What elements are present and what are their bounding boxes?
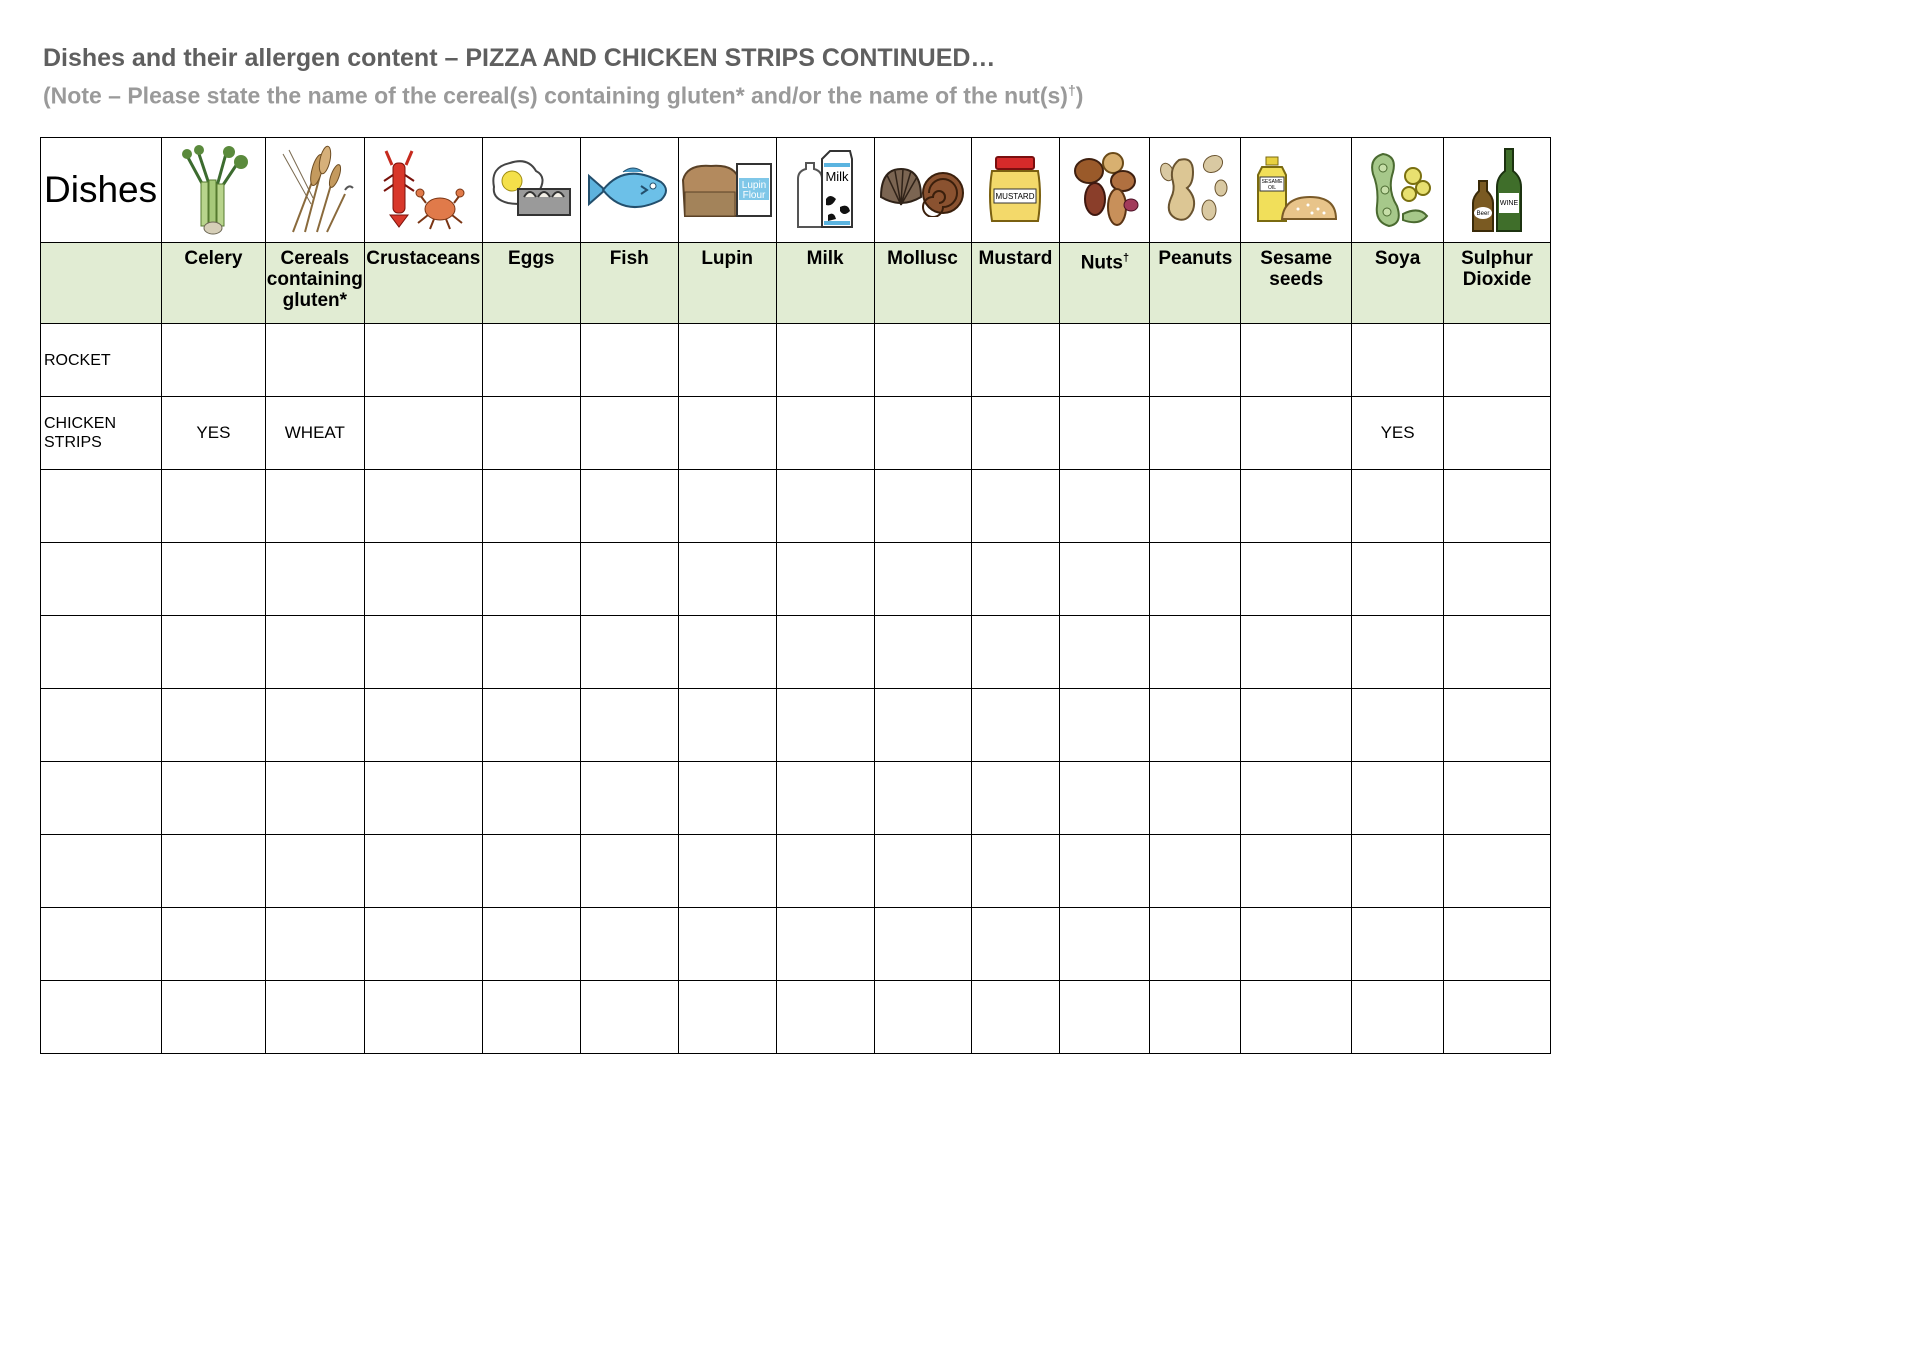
table-row (41, 470, 1551, 543)
note-dagger: † (1067, 82, 1076, 98)
icon-row (41, 138, 1551, 243)
allergen-cell[interactable] (1150, 324, 1241, 397)
milk-icon-cell (776, 138, 874, 243)
dish-name-cell[interactable]: CHICKEN STRIPS (41, 397, 162, 470)
soya-icon-cell (1352, 138, 1444, 243)
sesame-icon-cell (1241, 138, 1352, 243)
allergen-label-text: Soya (1374, 248, 1421, 269)
allergen-cell[interactable] (1060, 616, 1150, 689)
allergen-cell[interactable] (161, 543, 265, 616)
table-row (41, 616, 1551, 689)
allergen-cell[interactable] (1060, 762, 1150, 835)
mustard-icon-cell (971, 138, 1060, 243)
allergen-cell[interactable] (1352, 616, 1444, 689)
allergen-cell[interactable] (1241, 835, 1352, 908)
allergen-label-peanuts (1150, 243, 1241, 324)
table-row (41, 835, 1551, 908)
allergen-cell[interactable] (971, 762, 1060, 835)
allergen-cell[interactable] (364, 543, 482, 616)
milk-icon (792, 149, 858, 231)
allergen-cell[interactable] (971, 324, 1060, 397)
eggs-icon-cell (482, 138, 580, 243)
allergen-cell[interactable] (971, 981, 1060, 1054)
wheat-icon (275, 144, 355, 236)
allergen-cell[interactable] (1060, 543, 1150, 616)
allergen-cell[interactable] (1444, 908, 1551, 981)
allergen-cell[interactable] (1352, 835, 1444, 908)
allergen-cell[interactable] (1352, 324, 1444, 397)
celery-icon-cell (161, 138, 265, 243)
allergen-cell[interactable] (161, 908, 265, 981)
allergen-cell[interactable] (874, 762, 971, 835)
allergen-cell[interactable] (1352, 908, 1444, 981)
allergen-cell[interactable] (580, 470, 678, 543)
table-row (41, 689, 1551, 762)
allergen-cell[interactable] (580, 543, 678, 616)
allergen-cell[interactable] (265, 908, 364, 981)
dish-name-cell[interactable] (41, 835, 162, 908)
svg-text:Milk: Milk (825, 169, 849, 184)
allergen-cell[interactable] (874, 397, 971, 470)
allergen-cell[interactable] (482, 689, 580, 762)
allergen-cell[interactable] (971, 835, 1060, 908)
sesame-icon (1254, 155, 1338, 225)
allergen-cell[interactable] (1444, 397, 1551, 470)
allergen-label-lupin (678, 243, 776, 324)
dishes-header: Dishes (41, 138, 162, 243)
allergen-cell[interactable] (874, 470, 971, 543)
allergen-cell[interactable] (1352, 543, 1444, 616)
allergen-cell[interactable] (776, 324, 874, 397)
allergen-cell[interactable] (1444, 616, 1551, 689)
allergen-cell[interactable] (776, 835, 874, 908)
allergen-cell[interactable] (1241, 543, 1352, 616)
allergen-cell[interactable] (776, 616, 874, 689)
svg-text:Lupin: Lupin (741, 180, 767, 191)
allergen-label-sesame-seeds (1241, 243, 1352, 324)
svg-text:SESAME: SESAME (1261, 179, 1283, 185)
allergen-cell[interactable] (1150, 616, 1241, 689)
allergen-cell[interactable] (1150, 762, 1241, 835)
allergen-cell[interactable] (1352, 762, 1444, 835)
allergen-cell[interactable] (580, 689, 678, 762)
allergen-cell[interactable] (678, 470, 776, 543)
dish-name-cell[interactable] (41, 616, 162, 689)
allergen-table (40, 137, 1551, 1054)
allergen-cell[interactable] (364, 762, 482, 835)
allergen-cell[interactable] (1060, 689, 1150, 762)
svg-text:WINE: WINE (1499, 200, 1519, 207)
allergen-cell[interactable] (1060, 981, 1150, 1054)
allergen-cell[interactable] (971, 689, 1060, 762)
shell-icon (877, 163, 969, 217)
note-text: (Note – Please state the name of the cereal(s) containing gluten* and/or the name of the nut(s) (43, 82, 1068, 109)
celery-icon (175, 144, 251, 236)
allergen-cell[interactable] (1444, 981, 1551, 1054)
dish-name-cell[interactable] (41, 470, 162, 543)
allergen-cell[interactable] (1150, 981, 1241, 1054)
allergen-cell[interactable] (265, 470, 364, 543)
allergen-cell[interactable] (971, 908, 1060, 981)
allergen-cell[interactable] (1444, 543, 1551, 616)
wheat-icon-cell (265, 138, 364, 243)
fish-icon-cell (580, 138, 678, 243)
allergen-cell[interactable] (1150, 689, 1241, 762)
allergen-cell[interactable] (678, 543, 776, 616)
eggs-icon (488, 157, 574, 223)
allergen-cell[interactable] (265, 981, 364, 1054)
allergen-label-text: Mustard (978, 248, 1053, 269)
soya-icon (1363, 150, 1433, 230)
allergen-label-text: Sulphur Dioxide (1461, 248, 1533, 290)
allergen-cell[interactable] (1241, 908, 1352, 981)
allergen-cell[interactable] (580, 397, 678, 470)
allergen-cell[interactable] (1241, 762, 1352, 835)
allergen-label-crustaceans (364, 243, 482, 324)
table-row (41, 397, 1551, 470)
allergen-cell[interactable] (364, 908, 482, 981)
allergen-cell[interactable] (265, 689, 364, 762)
allergen-cell[interactable] (971, 470, 1060, 543)
dish-name-cell[interactable] (41, 908, 162, 981)
allergen-label-text: Nuts (1080, 252, 1123, 274)
allergen-cell[interactable] (776, 762, 874, 835)
allergen-cell[interactable] (1060, 470, 1150, 543)
allergen-cell[interactable] (482, 981, 580, 1054)
allergen-cell[interactable] (265, 762, 364, 835)
allergen-cell[interactable] (161, 324, 265, 397)
crustaceans-icon-cell (364, 138, 482, 243)
allergen-cell[interactable] (482, 324, 580, 397)
allergen-label-text: Crustaceans (366, 248, 481, 269)
allergen-cell[interactable] (364, 616, 482, 689)
allergen-cell[interactable] (364, 981, 482, 1054)
allergen-cell[interactable] (580, 762, 678, 835)
allergen-cell[interactable] (678, 981, 776, 1054)
allergen-cell[interactable] (1444, 324, 1551, 397)
dish-name-cell[interactable] (41, 762, 162, 835)
allergen-cell[interactable] (678, 397, 776, 470)
svg-text:Flour: Flour (742, 190, 766, 201)
allergen-cell[interactable] (580, 324, 678, 397)
allergen-cell[interactable] (776, 543, 874, 616)
table-row (41, 324, 1551, 397)
allergen-label-text: Sesame seeds (1260, 248, 1333, 290)
nuts-icon (1069, 149, 1141, 231)
allergen-cell[interactable] (1352, 689, 1444, 762)
allergen-cell[interactable] (161, 616, 265, 689)
allergen-cell[interactable] (776, 981, 874, 1054)
allergen-cell[interactable] (678, 324, 776, 397)
allergen-cell[interactable] (874, 689, 971, 762)
allergen-cell[interactable] (971, 397, 1060, 470)
allergen-label-milk (776, 243, 874, 324)
mollusc-icon-cell (874, 138, 971, 243)
allergen-cell[interactable] (678, 689, 776, 762)
allergen-cell[interactable] (1241, 616, 1352, 689)
allergen-label-text: Milk (806, 248, 844, 269)
allergen-cell[interactable] (1352, 470, 1444, 543)
allergen-cell[interactable]: YES (1352, 397, 1444, 470)
allergen-cell[interactable] (482, 543, 580, 616)
allergen-cell[interactable] (482, 616, 580, 689)
table-row (41, 762, 1551, 835)
allergen-cell[interactable] (1352, 981, 1444, 1054)
allergen-label-text: Lupin (701, 248, 754, 269)
dish-name-cell[interactable] (41, 981, 162, 1054)
svg-text:Beer: Beer (1476, 211, 1490, 217)
allergen-cell[interactable] (1150, 908, 1241, 981)
allergen-cell[interactable] (874, 616, 971, 689)
allergen-cell[interactable] (364, 324, 482, 397)
table-row (41, 543, 1551, 616)
allergen-cell[interactable] (1444, 762, 1551, 835)
allergen-cell[interactable] (265, 324, 364, 397)
allergen-cell[interactable] (776, 470, 874, 543)
allergen-cell[interactable] (364, 470, 482, 543)
allergen-cell[interactable] (161, 762, 265, 835)
allergen-cell[interactable] (580, 981, 678, 1054)
allergen-cell[interactable] (678, 835, 776, 908)
allergen-label-celery (161, 243, 265, 324)
allergen-cell[interactable] (482, 908, 580, 981)
allergen-cell[interactable] (1150, 397, 1241, 470)
allergen-cell[interactable] (678, 762, 776, 835)
allergen-cell[interactable] (776, 397, 874, 470)
allergen-cell[interactable] (1444, 689, 1551, 762)
bottles-icon (1469, 147, 1525, 233)
allergen-cell[interactable] (1241, 324, 1352, 397)
lupin-icon-cell (678, 138, 776, 243)
allergen-cell[interactable] (1150, 543, 1241, 616)
allergen-cell[interactable] (1060, 397, 1150, 470)
lupin-flour-icon (681, 160, 773, 220)
allergen-label-mollusc (874, 243, 971, 324)
page-title: Dishes and their allergen content – PIZZA AND CHICKEN STRIPS CONTINUED… (43, 44, 996, 72)
allergen-cell[interactable] (265, 835, 364, 908)
allergen-cell[interactable] (971, 616, 1060, 689)
allergen-cell[interactable] (1060, 835, 1150, 908)
allergen-cell[interactable]: WHEAT (265, 397, 364, 470)
allergen-label-text: Cereals containing gluten* (266, 248, 363, 311)
allergen-cell[interactable] (1060, 908, 1150, 981)
allergen-cell[interactable] (1150, 835, 1241, 908)
allergen-label-fish (580, 243, 678, 324)
allergen-cell[interactable] (1241, 470, 1352, 543)
label-blank (41, 243, 162, 324)
allergen-label-cereals-containing-gluten (265, 243, 364, 324)
allergen-cell[interactable] (1241, 689, 1352, 762)
allergen-cell[interactable] (1241, 397, 1352, 470)
lobster-crab-icon (378, 145, 468, 235)
allergen-label-eggs (482, 243, 580, 324)
allergen-cell[interactable] (265, 543, 364, 616)
note-close: ) (1075, 82, 1084, 109)
allergen-label-dagger: † (1122, 252, 1130, 264)
allergen-cell[interactable] (482, 397, 580, 470)
allergen-cell[interactable] (1444, 470, 1551, 543)
table-row (41, 908, 1551, 981)
allergen-cell[interactable] (364, 835, 482, 908)
allergen-cell[interactable] (580, 835, 678, 908)
allergen-cell[interactable] (874, 324, 971, 397)
allergen-cell[interactable] (482, 835, 580, 908)
allergen-cell[interactable] (482, 470, 580, 543)
allergen-label-sulphur-dioxide (1444, 243, 1551, 324)
nuts-icon-cell (1060, 138, 1150, 243)
allergen-label-nuts (1060, 243, 1150, 324)
allergen-cell[interactable]: YES (161, 397, 265, 470)
allergen-cell[interactable] (678, 616, 776, 689)
allergen-label-soya (1352, 243, 1444, 324)
svg-text:OIL: OIL (1268, 185, 1277, 191)
allergen-cell[interactable] (874, 908, 971, 981)
allergen-cell[interactable] (364, 689, 482, 762)
allergen-cell[interactable] (776, 689, 874, 762)
allergen-cell[interactable] (874, 835, 971, 908)
allergen-cell[interactable] (1444, 835, 1551, 908)
allergen-cell[interactable] (580, 908, 678, 981)
page-note (43, 82, 1083, 110)
peanuts-icon-cell (1150, 138, 1241, 243)
allergen-label-mustard (971, 243, 1060, 324)
allergen-cell[interactable] (265, 616, 364, 689)
allergen-cell[interactable] (971, 543, 1060, 616)
allergen-cell[interactable] (874, 981, 971, 1054)
allergen-cell[interactable] (1150, 470, 1241, 543)
allergen-cell[interactable] (161, 470, 265, 543)
dish-name-cell[interactable] (41, 689, 162, 762)
svg-text:MUSTARD: MUSTARD (995, 192, 1035, 201)
fish-icon (585, 160, 673, 220)
allergen-cell[interactable] (161, 835, 265, 908)
peanuts-icon (1157, 154, 1233, 226)
allergen-cell[interactable] (678, 908, 776, 981)
allergen-cell[interactable] (1060, 324, 1150, 397)
allergen-cell[interactable] (482, 762, 580, 835)
mustard-jar-icon (986, 155, 1044, 225)
allergen-cell[interactable] (874, 543, 971, 616)
allergen-label-text: Mollusc (887, 248, 958, 269)
allergen-cell[interactable] (161, 981, 265, 1054)
dish-name-cell[interactable] (41, 543, 162, 616)
allergen-label-text: Fish (609, 248, 649, 269)
allergen-cell[interactable] (1241, 981, 1352, 1054)
allergen-cell[interactable] (161, 689, 265, 762)
allergen-label-row (41, 243, 1551, 324)
allergen-cell[interactable] (776, 908, 874, 981)
allergen-label-text: Eggs (508, 248, 555, 269)
allergen-label-text: Celery (184, 248, 243, 269)
table-row (41, 981, 1551, 1054)
sulphur-icon-cell (1444, 138, 1551, 243)
dish-name-cell[interactable]: ROCKET (41, 324, 162, 397)
allergen-label-text: Peanuts (1158, 248, 1233, 269)
allergen-cell[interactable] (580, 616, 678, 689)
allergen-cell[interactable] (364, 397, 482, 470)
